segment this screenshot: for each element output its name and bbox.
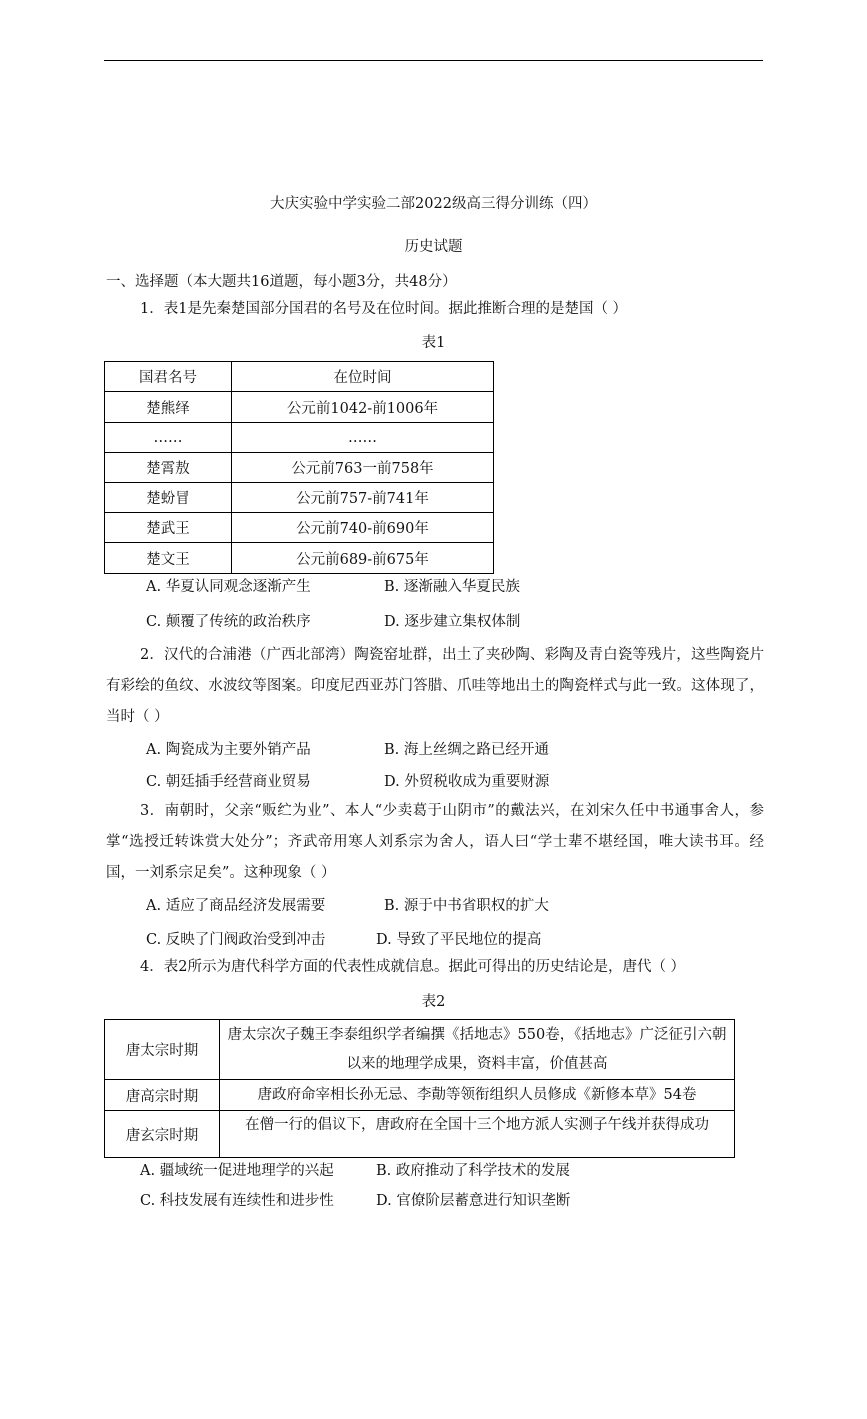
table-2 [104, 1019, 735, 1158]
header-rule [104, 60, 763, 61]
table-row [105, 513, 494, 543]
table-1-caption: 表1 [421, 335, 446, 351]
table-cell: 楚蚡冒 [105, 483, 232, 513]
table-cell: 公元前757-前741年 [232, 483, 494, 513]
option-d[interactable]: D. 外贸税收成为重要财源 [384, 774, 550, 790]
table-row [105, 362, 494, 392]
table-header-cell: 在位时间 [232, 362, 494, 392]
page-title: 大庆实验中学实验二部2022级高三得分训练（四） [270, 196, 597, 212]
option-a[interactable]: A. 适应了商品经济发展需要 [146, 898, 326, 914]
table-cell: …… [232, 423, 494, 453]
table-row [105, 423, 494, 453]
option-a[interactable]: A. 疆域统一促进地理学的兴起 [140, 1163, 334, 1179]
table-cell: …… [105, 423, 232, 453]
table-cell: 楚霄敖 [105, 453, 232, 483]
option-c[interactable]: C. 反映了门阀政治受到冲击 [146, 932, 326, 948]
section-heading: 一、选择题（本大题共16道题，每小题3分，共48分） [106, 274, 457, 290]
question-1-stem: 1．表1是先秦楚国部分国君的名号及在位时间。据此推断合理的是楚国（ ） [140, 301, 628, 317]
table-row [105, 1020, 735, 1080]
table-cell: 公元前1042-前1006年 [232, 392, 494, 423]
question-3-stem: 3．南朝时，父亲“贩纻为业”、本人“少卖葛于山阴市”的戴法兴，在刘宋久任中书通事舍人，参掌“选授迁转诛赏大处分”；齐武帝用寒人刘系宗为舍人，语人曰“学士辈不堪经国，唯大读书耳。经国，一刘系宗足矣”。这种现象（ ） [106, 803, 764, 881]
question-2-options-row-1 [146, 738, 549, 759]
table-cell: 公元前763一前758年 [232, 453, 494, 483]
table-cell: 唐政府命宰相长孙无忌、李勣等领衔组织人员修成《新修本草》54卷 [220, 1080, 735, 1111]
table-header-cell: 国君名号 [105, 362, 232, 392]
table-row [105, 453, 494, 483]
table-row [105, 1111, 735, 1158]
question-4-stem: 4．表2所示为唐代科学方面的代表性成就信息。据此可得出的历史结论是，唐代（ ） [140, 959, 686, 975]
table-cell: 唐太宗时期 [105, 1020, 220, 1080]
option-d[interactable]: D. 官僚阶层蓄意进行知识垄断 [376, 1193, 571, 1209]
table-cell: 唐太宗次子魏王李泰组织学者编撰《括地志》550卷，《括地志》广泛征引六朝以来的地理学成果，资料丰富，价值甚高 [220, 1020, 735, 1080]
question-4-options-row-1 [140, 1159, 570, 1180]
table-cell: 楚武王 [105, 513, 232, 543]
option-b[interactable]: B. 海上丝绸之路已经开通 [384, 742, 549, 758]
option-b[interactable]: B. 源于中书省职权的扩大 [384, 898, 549, 914]
table-cell: 公元前740-前690年 [232, 513, 494, 543]
option-c[interactable]: C. 科技发展有连续性和进步性 [140, 1193, 334, 1209]
option-b[interactable]: B. 逐渐融入华夏民族 [384, 579, 520, 595]
table-row [105, 1080, 735, 1111]
page-subtitle: 历史试题 [404, 239, 463, 255]
question-1-options-row-2 [146, 610, 520, 631]
option-c[interactable]: C. 朝廷插手经营商业贸易 [146, 774, 311, 790]
option-c[interactable]: C. 颠覆了传统的政治秩序 [146, 614, 311, 630]
question-1-options-row-1 [146, 575, 520, 596]
table-cell: 楚熊绎 [105, 392, 232, 423]
option-b[interactable]: B. 政府推动了科学技术的发展 [376, 1163, 570, 1179]
option-d[interactable]: D. 逐步建立集权体制 [384, 614, 521, 630]
question-3-options-row-2 [146, 928, 541, 949]
table-cell: 唐高宗时期 [105, 1080, 220, 1111]
table-2-caption: 表2 [421, 994, 446, 1010]
question-2-options-row-2 [146, 770, 549, 791]
option-a[interactable]: A. 华夏认同观念逐渐产生 [146, 579, 311, 595]
question-3-options-row-1 [146, 894, 549, 915]
table-row [105, 392, 494, 423]
option-a[interactable]: A. 陶瓷成为主要外销产品 [146, 742, 311, 758]
question-2-stem: 2．汉代的合浦港（广西北部湾）陶瓷窑址群，出土了夹砂陶、彩陶及青白瓷等残片，这些陶瓷片有彩绘的鱼纹、水波纹等图案。印度尼西亚苏门答腊、爪哇等地出土的陶瓷样式与此一致。这体现了，当时（ ） [106, 647, 764, 725]
question-4-options-row-2 [140, 1189, 570, 1210]
table-cell: 在僧一行的倡议下，唐政府在全国十三个地方派人实测子午线并获得成功 [220, 1111, 735, 1158]
table-row [105, 483, 494, 513]
table-cell: 唐玄宗时期 [105, 1111, 220, 1158]
table-1 [104, 361, 494, 574]
table-row [105, 543, 494, 574]
table-cell: 楚文王 [105, 543, 232, 574]
option-d[interactable]: D. 导致了平民地位的提高 [376, 932, 542, 948]
table-cell: 公元前689-前675年 [232, 543, 494, 574]
